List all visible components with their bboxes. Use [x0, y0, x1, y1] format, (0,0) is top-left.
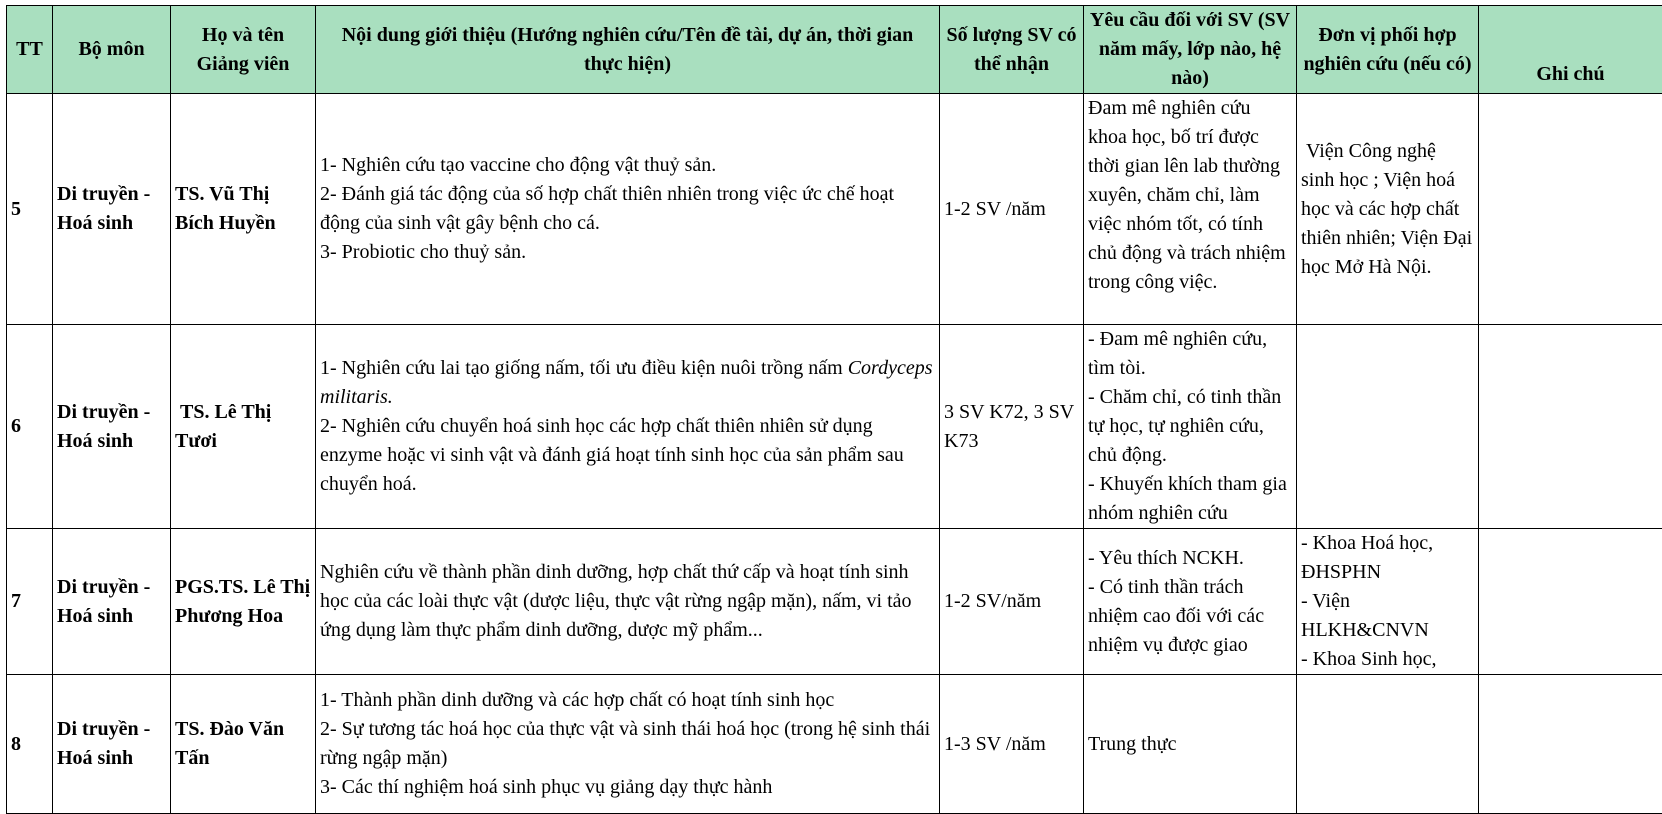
yeu-cau-line: - Khuyến khích tham gia nhóm nghiên cứu: [1088, 473, 1287, 524]
cell-ghi-chu: [1479, 675, 1662, 814]
cell-tt: 5: [7, 94, 53, 325]
header-bo-mon: Bộ môn: [53, 6, 171, 94]
cell-giang-vien: TS. Vũ Thị Bích Huyền: [171, 94, 316, 325]
noi-dung-line: 3- Các thí nghiệm hoá sinh phục vụ giảng dạy thực hành: [320, 776, 773, 798]
yeu-cau-line: - Chăm chỉ, có tinh thần tự học, tự nghiên cứu, chủ động.: [1088, 386, 1282, 466]
cell-tt: 7: [7, 529, 53, 675]
cell-noi-dung: [316, 325, 940, 529]
noi-dung-line: 1- Thành phần dinh dưỡng và các hợp chất có hoạt tính sinh học: [320, 689, 835, 711]
table-row: [7, 529, 1662, 675]
yeu-cau-line: - Đam mê nghiên cứu, tìm tòi.: [1088, 328, 1268, 379]
cell-tt: 6: [7, 325, 53, 529]
cell-yeu-cau: [1084, 325, 1297, 529]
noi-dung-line: 2- Sự tương tác hoá học của thực vật và sinh thái hoá học (trong hệ sinh thái rừng ngập mặn): [320, 718, 931, 769]
header-yeu-cau: Yêu cầu đối với SV (SV năm mấy, lớp nào, hệ nào): [1084, 6, 1297, 94]
cell-noi-dung: Nghiên cứu về thành phần dinh dưỡng, hợp chất thứ cấp và hoạt tính sinh học của các loài thực vật (dược liệu, thực vật rừng ngập mặn), nấm, vi tảo ứng dụng làm thực phẩm dinh dưỡng, dược mỹ phẩm...: [316, 529, 940, 675]
don-vi-line: - Khoa Hoá học, ĐHSPHN: [1301, 532, 1434, 583]
table-row: [7, 675, 1662, 814]
cell-so-luong: 1-3 SV /năm: [940, 675, 1084, 814]
cell-don-vi: [1297, 675, 1479, 814]
yeu-cau-line: - Yêu thích NCKH.: [1088, 546, 1244, 569]
cell-ghi-chu: [1479, 94, 1662, 325]
header-ghi-chu: Ghi chú: [1479, 6, 1662, 94]
noi-dung-text: 1- Nghiên cứu lai tạo giống nấm, tối ưu điều kiện nuôi trồng nấm: [320, 357, 848, 379]
header-ho-ten: Họ và tên Giảng viên: [171, 6, 316, 94]
noi-dung-line: 3- Probiotic cho thuỷ sản.: [320, 241, 527, 263]
cell-ghi-chu: [1479, 529, 1662, 675]
yeu-cau-line: - Có tinh thần trách nhiệm cao đối với các nhiệm vụ được giao: [1088, 575, 1265, 656]
cell-giang-vien: PGS.TS. Lê Thị Phương Hoa: [171, 529, 316, 675]
noi-dung-line: 1- Nghiên cứu tạo vaccine cho động vật thuỷ sản.: [320, 154, 717, 176]
cell-yeu-cau: Trung thực: [1084, 675, 1297, 814]
cell-so-luong: 3 SV K72, 3 SV K73: [940, 325, 1084, 529]
lecturer-table: [6, 5, 1662, 814]
spreadsheet: [6, 5, 1662, 813]
header-tt: TT: [7, 6, 53, 94]
cell-yeu-cau: Đam mê nghiên cứu khoa học, bố trí được thời gian lên lab thường xuyên, chăm chỉ, làm việc nhóm tốt, có tính chủ động và trách nhiệm trong công việc.: [1084, 94, 1297, 325]
cell-noi-dung: [316, 675, 940, 814]
cell-bo-mon: Di truyền - Hoá sinh: [53, 94, 171, 325]
cell-so-luong: 1-2 SV/năm: [940, 529, 1084, 675]
table-row: [7, 94, 1662, 325]
noi-dung-line: 2- Đánh giá tác động của số hợp chất thiên nhiên trong việc ức chế hoạt động của sinh vật gây bệnh cho cá.: [320, 183, 895, 234]
cell-giang-vien: TS. Lê Thị Tươi: [171, 325, 316, 529]
cell-yeu-cau: [1084, 529, 1297, 675]
cell-bo-mon: Di truyền - Hoá sinh: [53, 529, 171, 675]
noi-dung-line: 2- Nghiên cứu chuyển hoá sinh học các hợp chất thiên nhiên sử dụng enzyme hoặc vi sinh vật và đánh giá hoạt tính sinh học của sản phẩm sau chuyển hoá.: [320, 415, 904, 495]
header-don-vi: Đơn vị phối hợp nghiên cứu (nếu có): [1297, 6, 1479, 94]
cell-so-luong: 1-2 SV /năm: [940, 94, 1084, 325]
header-so-luong: Số lượng SV có thể nhận: [940, 6, 1084, 94]
header-row: [7, 6, 1662, 94]
cell-don-vi: Viện Công nghệ sinh học ; Viện hoá học và các hợp chất thiên nhiên; Viện Đại học Mở Hà Nội.: [1297, 94, 1479, 325]
cell-bo-mon: Di truyền - Hoá sinh: [53, 675, 171, 814]
cell-bo-mon: Di truyền - Hoá sinh: [53, 325, 171, 529]
table-row: [7, 325, 1662, 529]
cell-noi-dung: [316, 94, 940, 325]
don-vi-line: - Viện HLKH&CNVN: [1301, 590, 1429, 641]
species-name: Cordyceps militaris.: [320, 357, 933, 408]
cell-don-vi: [1297, 325, 1479, 529]
cell-don-vi: [1297, 529, 1479, 675]
cell-giang-vien: TS. Đào Văn Tấn: [171, 675, 316, 814]
header-noi-dung: Nội dung giới thiệu (Hướng nghiên cứu/Tên đề tài, dự án, thời gian thực hiện): [316, 6, 940, 94]
don-vi-line: - Khoa Sinh học,: [1301, 648, 1437, 670]
cell-tt: 8: [7, 675, 53, 814]
noi-dung-line: [320, 354, 935, 412]
cell-ghi-chu: [1479, 325, 1662, 529]
